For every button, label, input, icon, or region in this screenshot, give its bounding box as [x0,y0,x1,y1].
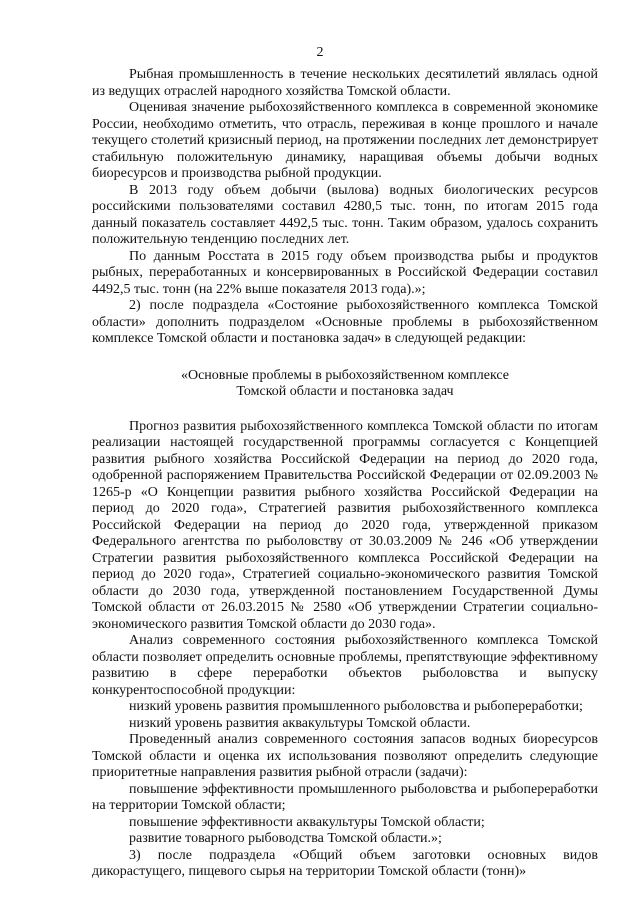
page-number: 2 [316,45,324,60]
list-item: низкий уровень развития промышленного рыболовства и рыбопереработки; [129,699,583,714]
paragraph: В 2013 году объем добычи (вылова) водных биологических ресурсов российскими пользователями составил 4280,5 тыс. тонн, по итогам 2015 года данный показатель составляет 4492,5 тыс. тонн. Таким образом, удалось сохранить положительную тенденцию последних лет. [92,182,598,247]
list-item: развитие товарного рыбоводства Томской области.»; [129,831,442,846]
paragraph: По данным Росстата в 2015 году объем производства рыбы и продуктов рыбных, переработанных и консервированных в Российской Федерации составил 4492,5 тыс. тонн (на 22% выше показателя 2013 года).»; [92,248,598,297]
paragraph: Анализ современного состояния рыбохозяйственного комплекса Томской области позволяет определить основные проблемы, препятствующие эффективному развитию в сфере переработки объектов рыболовства и выпуску конкурентоспособной продукции: [92,633,598,698]
paragraph: 2) после подраздела «Состояние рыбохозяйственного комплекса Томской области» дополнить подразделом «Основные проблемы в рыбохозяйственном комплексе Томской области и постановка задач» в следующей редакции: [92,298,598,346]
paragraph: 3) после подраздела «Общий объем заготовки основных видов дикорастущего, пищевого сырья на территории Томской области (тонн)» [92,847,598,879]
section-heading [92,368,598,401]
paragraph: Прогноз развития рыбохозяйственного комплекса Томской области по итогам реализации настоящей государственной программы согласуется с Концепцией развития рыбного хозяйства Российской Федерации на период до 2020 года, одобренной распоряжением Правительства Российской Федерации от 02.09.2003 № 1265-р «О Концепции развития рыбного хозяйства Российской Федерации на период до 2020 года», Стратегией развития рыбохозяйственного комплекса Российской Федерации на период до 2020 года, утвержденной приказом Федерального агентства по рыболовству от 30.03.2009 № 246 «Об утверждении Стратегии развития рыбохозяйственного комплекса Российской Федерации на период до 2020 года», Стратегией социально-экономического развития Томской области до 2030 года, утвержденной постановлением Государственной Думы Томской области от 26.03.2015 № 2580 «Об утверждении Стратегии социально-экономического развития Томской области до 2030 года». [92,418,598,632]
document-body [92,67,598,881]
paragraph: Проведенный анализ современного состояния запасов водных биоресурсов Томской области и оценка их использования позволяют определить следующие приоритетные направления развития рыбной отрасли (задачи): [92,732,598,780]
paragraph: Оценивая значение рыбохозяйственного комплекса в современной экономике России, необходимо отметить, что отрасль, переживая в конце прошлого и начале текущего столетий кризисный период, на протяжении последних лет демонстрирует стабильную положительную динамику, наращивая объемы добычи водных биоресурсов и производства рыбной продукции. [92,100,598,181]
list-item: повышение эффективности аквакультуры Томской области; [129,814,485,830]
section-heading-line: «Основные проблемы в рыбохозяйственном комплексе [180,367,510,383]
list-item: повышение эффективности промышленного рыболовства и рыбопереработки на территории Томской области; [92,781,598,813]
paragraph: Рыбная промышленность в течение нескольких десятилетий являлась одной из ведущих отраслей народного хозяйства Томской области. [92,67,598,99]
section-heading-line: Томской области и постановка задач [236,384,454,399]
list-item: низкий уровень развития аквакультуры Томской области. [129,715,471,731]
